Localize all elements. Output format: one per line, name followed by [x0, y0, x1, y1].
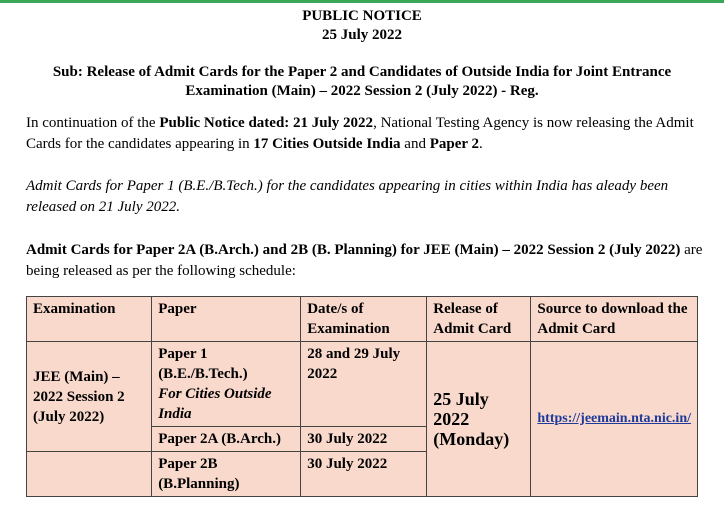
schedule-table	[26, 296, 698, 497]
source-cell	[531, 342, 698, 497]
release-date-cell: 25 July 2022 (Monday)	[427, 342, 531, 497]
notice-date: 25 July 2022	[321, 27, 402, 43]
header-paper: Paper	[152, 297, 301, 342]
paper-note: For Cities Outside India	[158, 386, 272, 422]
highlight-cities: 17 Cities Outside India	[253, 136, 401, 152]
paper-cell: Paper 2B (B.Planning)	[152, 452, 301, 497]
exam-name-cell: JEE (Main) – 2022 Session 2 (July 2022)	[27, 342, 152, 452]
header-source: Source to download the Admit Card	[531, 297, 698, 342]
table-row	[27, 342, 698, 427]
source-link[interactable]: https://jeemain.nta.nic.in/	[537, 411, 691, 426]
notice-title: PUBLIC NOTICE	[302, 8, 422, 24]
highlight-paper: Paper 2	[429, 136, 480, 152]
header-release: Release of Admit Card	[427, 297, 531, 342]
paper-cell: Paper 1 (B.E./B.Tech.) For Cities Outside India	[152, 342, 301, 427]
date-cell: 28 and 29 July 2022	[301, 342, 427, 427]
paper-cell: Paper 2A (B.Arch.)	[152, 427, 301, 452]
empty-exam-cell	[27, 452, 152, 497]
date-cell: 30 July 2022	[301, 452, 427, 497]
header-examination: Examination	[27, 297, 152, 342]
header-date: Date/s of Examination	[301, 297, 427, 342]
date-cell: 30 July 2022	[301, 427, 427, 452]
paragraph-schedule-intro: Admit Cards for Paper 2A (B.Arch.) and 2B (B. Planning) for JEE (Main) – 2022 Session 2 (July 2022) are being released as per the following schedule:	[26, 242, 703, 279]
table-header-row	[27, 297, 698, 342]
paragraph-continuation: In continuation of the Public Notice dated: 21 July 2022, National Testing Agency is now releasing the Admit Cards for the candidates appearing in 17 Cities Outside India and Paper 2.	[26, 115, 694, 152]
top-green-rule	[0, 0, 724, 3]
notice-subject: Sub: Release of Admit Cards for the Paper 2 and Candidates of Outside India for Joint Entrance Examination (Main) – 2022 Session 2 (July 2022) - Reg.	[52, 64, 672, 99]
paragraph-paper1-note: Admit Cards for Paper 1 (B.E./B.Tech.) for the candidates appearing in cities within India has aleady been released on 21 July 2022.	[26, 178, 669, 215]
highlight-notice-date: Public Notice dated: 21 July 2022	[159, 115, 374, 131]
